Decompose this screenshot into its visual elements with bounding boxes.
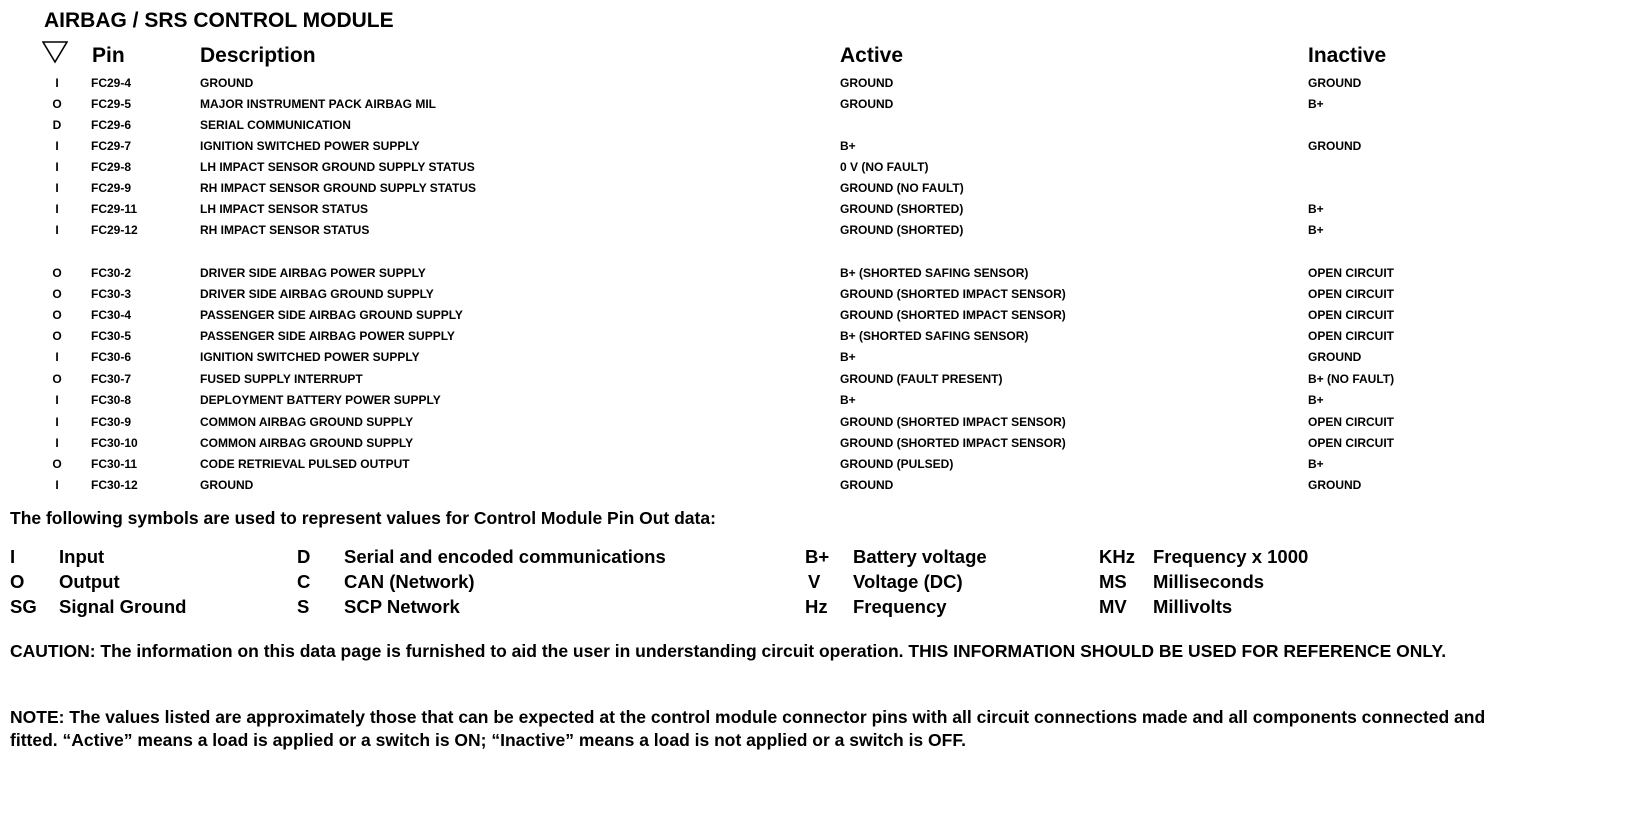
legend-meaning: Battery voltage <box>853 546 987 567</box>
inactive-value: OPEN CIRCUIT <box>1308 415 1395 429</box>
pin-description: CODE RETRIEVAL PULSED OUTPUT <box>200 457 410 471</box>
pin-description: RH IMPACT SENSOR GROUND SUPPLY STATUS <box>200 181 477 195</box>
legend-meaning: Serial and encoded communications <box>344 546 666 567</box>
signal-type: I <box>55 223 59 237</box>
active-value: GROUND (NO FAULT) <box>840 181 964 195</box>
signal-type: I <box>55 393 59 407</box>
inactive-value: B+ <box>1308 202 1324 216</box>
pin-description: RH IMPACT SENSOR STATUS <box>200 223 370 237</box>
symbols-intro: The following symbols are used to represent values for Control Module Pin Out data: <box>10 508 716 528</box>
legend-meaning: Output <box>59 571 120 592</box>
signal-type: O <box>52 329 62 343</box>
legend-meaning: Input <box>59 546 105 567</box>
active-value: 0 V (NO FAULT) <box>840 160 929 174</box>
pin-description: DRIVER SIDE AIRBAG GROUND SUPPLY <box>200 287 434 301</box>
inactive-value: OPEN CIRCUIT <box>1308 308 1395 322</box>
legend-meaning: CAN (Network) <box>344 571 475 592</box>
inactive-value: B+ (NO FAULT) <box>1308 372 1395 386</box>
active-value: GROUND (FAULT PRESENT) <box>840 372 1003 386</box>
pin-id: FC29-9 <box>91 181 132 195</box>
pin-id: FC30-9 <box>91 415 132 429</box>
signal-type: I <box>55 76 59 90</box>
legend-code: I <box>10 546 16 567</box>
active-value: B+ (SHORTED SAFING SENSOR) <box>840 329 1029 343</box>
signal-type: O <box>52 97 62 111</box>
signal-type: O <box>52 457 62 471</box>
legend-meaning: Signal Ground <box>59 596 187 617</box>
note-text: NOTE: The values listed are approximately those that can be expected at the control module connector pins with all circuit connections made and all components connected and fitted. “Active” means a load is applied or a switch is ON; “Inactive” means a load is not applied or a switch is OFF. <box>10 707 1486 750</box>
active-value: B+ <box>840 393 856 407</box>
active-value: GROUND (SHORTED IMPACT SENSOR) <box>840 415 1066 429</box>
active-value: GROUND <box>840 76 894 90</box>
inactive-value: B+ <box>1308 97 1324 111</box>
pin-id: FC30-11 <box>91 457 138 471</box>
active-value: B+ <box>840 139 856 153</box>
inactive-value: OPEN CIRCUIT <box>1308 436 1395 450</box>
pin-id: FC30-3 <box>91 287 132 301</box>
pin-description: DEPLOYMENT BATTERY POWER SUPPLY <box>200 393 441 407</box>
pin-id: FC29-4 <box>91 76 132 90</box>
pin-description: LH IMPACT SENSOR GROUND SUPPLY STATUS <box>200 160 475 174</box>
signal-type: O <box>52 372 62 386</box>
signal-type: I <box>55 181 59 195</box>
pin-description: DRIVER SIDE AIRBAG POWER SUPPLY <box>200 266 426 280</box>
inactive-value: B+ <box>1308 457 1324 471</box>
inactive-value: GROUND <box>1308 478 1362 492</box>
signal-type: O <box>52 308 62 322</box>
active-value: GROUND <box>840 478 894 492</box>
signal-type: D <box>52 118 62 132</box>
active-value: GROUND (SHORTED) <box>840 223 964 237</box>
pin-id: FC29-5 <box>91 97 132 111</box>
inactive-value: GROUND <box>1308 350 1362 364</box>
inactive-value: OPEN CIRCUIT <box>1308 287 1395 301</box>
active-value: GROUND <box>840 97 894 111</box>
legend-code: MV <box>1099 596 1127 617</box>
pin-id: FC30-8 <box>91 393 132 407</box>
pin-description: IGNITION SWITCHED POWER SUPPLY <box>200 350 420 364</box>
column-header-active: Active <box>840 44 904 67</box>
pin-id: FC29-12 <box>91 223 138 237</box>
pin-id: FC30-2 <box>91 266 132 280</box>
pin-description: GROUND <box>200 478 254 492</box>
pin-id: FC29-6 <box>91 118 132 132</box>
legend-meaning: Millivolts <box>1153 596 1233 617</box>
legend-code: D <box>297 546 311 567</box>
legend-code: KHz <box>1099 546 1135 567</box>
active-value: GROUND (SHORTED) <box>840 202 964 216</box>
inactive-value: OPEN CIRCUIT <box>1308 329 1395 343</box>
legend-meaning: Voltage (DC) <box>853 571 963 592</box>
legend-code: C <box>297 571 311 592</box>
legend-code: O <box>10 571 25 592</box>
pin-id: FC29-8 <box>91 160 132 174</box>
legend-meaning: SCP Network <box>344 596 460 617</box>
pin-id: FC30-6 <box>91 350 132 364</box>
inactive-value: GROUND <box>1308 139 1362 153</box>
signal-type: O <box>52 266 62 280</box>
active-value: GROUND (SHORTED IMPACT SENSOR) <box>840 436 1066 450</box>
pin-description: SERIAL COMMUNICATION <box>200 118 351 132</box>
column-header-description: Description <box>200 44 316 67</box>
active-value: B+ (SHORTED SAFING SENSOR) <box>840 266 1029 280</box>
caution-text: CAUTION: The information on this data page is furnished to aid the user in understanding circuit operation. THIS INFORMATION SHOULD BE USED FOR REFERENCE ONLY. <box>10 641 1447 661</box>
active-value: GROUND (PULSED) <box>840 457 954 471</box>
pin-id: FC30-10 <box>91 436 138 450</box>
legend-meaning: Milliseconds <box>1153 571 1265 592</box>
legend-meaning: Frequency <box>853 596 947 617</box>
signal-type: I <box>55 139 59 153</box>
legend-meaning: Frequency x 1000 <box>1153 546 1309 567</box>
page-title: AIRBAG / SRS CONTROL MODULE <box>44 9 394 32</box>
inactive-value: OPEN CIRCUIT <box>1308 266 1395 280</box>
pin-description: IGNITION SWITCHED POWER SUPPLY <box>200 139 420 153</box>
pin-description: GROUND <box>200 76 254 90</box>
inactive-value: B+ <box>1308 223 1324 237</box>
legend-code: B+ <box>805 546 830 567</box>
legend-code: SG <box>10 596 37 617</box>
pin-id: FC30-5 <box>91 329 132 343</box>
active-value: B+ <box>840 350 856 364</box>
signal-type: I <box>55 415 59 429</box>
pin-description: COMMON AIRBAG GROUND SUPPLY <box>200 436 414 450</box>
pin-id: FC29-7 <box>91 139 132 153</box>
pin-id: FC30-7 <box>91 372 132 386</box>
pin-id: FC29-11 <box>91 202 138 216</box>
signal-type: I <box>55 202 59 216</box>
inactive-value: B+ <box>1308 393 1324 407</box>
pin-description: PASSENGER SIDE AIRBAG POWER SUPPLY <box>200 329 455 343</box>
signal-type: I <box>55 350 59 364</box>
column-header-inactive: Inactive <box>1308 44 1387 67</box>
inactive-value: GROUND <box>1308 76 1362 90</box>
pin-description: MAJOR INSTRUMENT PACK AIRBAG MIL <box>200 97 436 111</box>
pin-id: FC30-12 <box>91 478 138 492</box>
column-header-pin: Pin <box>92 44 125 67</box>
signal-type: O <box>52 287 62 301</box>
signal-type: I <box>55 436 59 450</box>
legend-code: Hz <box>805 596 828 617</box>
pin-description: PASSENGER SIDE AIRBAG GROUND SUPPLY <box>200 308 463 322</box>
pin-id: FC30-4 <box>91 308 132 322</box>
pin-description: LH IMPACT SENSOR STATUS <box>200 202 368 216</box>
legend-code: S <box>297 596 310 617</box>
active-value: GROUND (SHORTED IMPACT SENSOR) <box>840 287 1066 301</box>
legend-code: MS <box>1099 571 1127 592</box>
active-value: GROUND (SHORTED IMPACT SENSOR) <box>840 308 1066 322</box>
pin-description: FUSED SUPPLY INTERRUPT <box>200 372 363 386</box>
legend-code: V <box>808 571 821 592</box>
signal-type: I <box>55 478 59 492</box>
signal-type: I <box>55 160 59 174</box>
pin-description: COMMON AIRBAG GROUND SUPPLY <box>200 415 414 429</box>
